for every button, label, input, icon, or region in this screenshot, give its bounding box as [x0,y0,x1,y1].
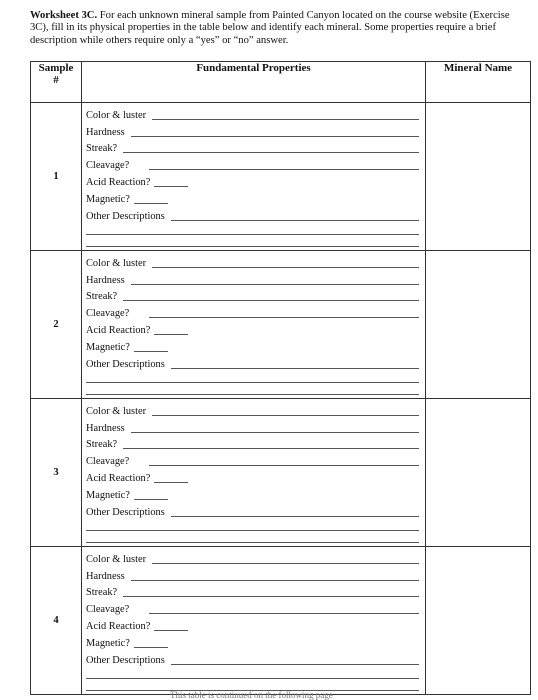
answer-line-cleavage[interactable] [149,612,419,614]
property-label-other: Other Descriptions [86,506,165,518]
mineral-name-cell[interactable] [426,399,531,547]
answer-line-acid[interactable] [154,333,188,335]
property-label-color: Color & luster [86,257,147,269]
property-row-cleavage [86,155,423,172]
answer-line-extra[interactable] [86,223,419,235]
property-label-acid: Acid Reaction? [86,472,151,484]
property-label-magnetic: Magnetic? [86,341,130,353]
property-row-streak [86,583,423,600]
property-row-acid [86,616,423,633]
property-row-cleavage [86,303,423,320]
answer-line-color[interactable] [152,562,419,564]
property-row-magnetic [86,485,423,502]
worksheet-title: Worksheet 3C. [30,10,98,21]
property-row-magnetic [86,189,423,206]
property-label-magnetic: Magnetic? [86,637,130,649]
property-row-color [86,105,423,122]
mineral-name-cell[interactable] [426,103,531,251]
property-row-color [86,401,423,418]
answer-line-extra[interactable] [86,531,419,543]
header-sample-hash: # [53,74,59,86]
property-label-acid: Acid Reaction? [86,324,151,336]
property-label-hardness: Hardness [86,126,125,138]
answer-line-magnetic[interactable] [134,202,168,204]
property-label-color: Color & luster [86,109,147,121]
sample-number: 4 [31,547,82,695]
header-sample [31,62,82,103]
sample-number: 3 [31,399,82,547]
answer-line-magnetic[interactable] [134,646,168,648]
sample-row [31,547,531,695]
answer-line-other[interactable] [171,515,419,517]
property-row-hardness [86,566,423,583]
property-row-hardness [86,122,423,139]
property-label-magnetic: Magnetic? [86,489,130,501]
property-label-other: Other Descriptions [86,358,165,370]
answer-line-color[interactable] [152,118,419,120]
sample-properties-cell [82,251,426,399]
property-label-acid: Acid Reaction? [86,176,151,188]
property-label-magnetic: Magnetic? [86,193,130,205]
property-label-other: Other Descriptions [86,210,165,222]
answer-line-other[interactable] [171,663,419,665]
property-label-cleavage: Cleavage? [86,308,130,320]
sample-properties-cell [82,399,426,547]
property-label-streak: Streak? [86,439,118,451]
answer-line-cleavage[interactable] [149,316,419,318]
answer-line-extra[interactable] [86,519,419,531]
property-row-magnetic [86,633,423,650]
property-label-cleavage: Cleavage? [86,604,130,616]
property-label-hardness: Hardness [86,274,125,286]
property-row-cleavage [86,599,423,616]
answer-line-extra[interactable] [86,371,419,383]
answer-line-other[interactable] [171,219,419,221]
answer-line-extra[interactable] [86,383,419,395]
header-mineral-name: Mineral Name [426,62,531,103]
answer-line-acid[interactable] [154,629,188,631]
property-label-color: Color & luster [86,405,147,417]
property-row-hardness [86,270,423,287]
property-row-other [86,650,423,667]
worksheet-intro [30,10,530,47]
mineral-name-cell[interactable] [426,547,531,695]
property-row-color [86,253,423,270]
property-row-color [86,549,423,566]
property-label-streak: Streak? [86,587,118,599]
answer-line-streak[interactable] [123,299,419,301]
property-label-cleavage: Cleavage? [86,456,130,468]
property-row-acid [86,468,423,485]
answer-line-hardness[interactable] [131,431,419,433]
answer-line-hardness[interactable] [131,283,419,285]
sample-row [31,103,531,251]
answer-line-extra[interactable] [86,679,419,691]
property-row-acid [86,320,423,337]
property-label-cleavage: Cleavage? [86,160,130,172]
property-label-acid: Acid Reaction? [86,620,151,632]
property-label-streak: Streak? [86,143,118,155]
answer-line-streak[interactable] [123,151,419,153]
answer-line-magnetic[interactable] [134,350,168,352]
answer-line-streak[interactable] [123,595,419,597]
answer-line-hardness[interactable] [131,579,419,581]
answer-line-cleavage[interactable] [149,464,419,466]
answer-line-magnetic[interactable] [134,498,168,500]
property-label-streak: Streak? [86,291,118,303]
answer-line-cleavage[interactable] [149,168,419,170]
answer-line-color[interactable] [152,414,419,416]
header-sample-label: Sample [38,62,74,74]
answer-line-streak[interactable] [123,447,419,449]
mineral-name-cell[interactable] [426,251,531,399]
worksheet-instructions: For each unknown mineral sample from Painted Canyon located on the course website (Exercise 3C), fill in its physical properties in the table below and identify each mineral. Some properties require a brief description while others require only a “yes” or “no” answer. [30,10,510,46]
property-row-hardness [86,418,423,435]
page-footer-cut: This table is continued on the following page [170,690,333,700]
table-header-row [31,62,531,103]
property-row-other [86,502,423,519]
property-row-other [86,206,423,223]
sample-row [31,251,531,399]
answer-line-color[interactable] [152,266,419,268]
answer-line-extra[interactable] [86,235,419,247]
property-row-other [86,354,423,371]
properties-table [30,61,531,695]
property-label-hardness: Hardness [86,422,125,434]
property-row-streak [86,139,423,156]
property-row-cleavage [86,451,423,468]
sample-properties-cell [82,103,426,251]
property-row-magnetic [86,337,423,354]
answer-line-other[interactable] [171,367,419,369]
answer-line-extra[interactable] [86,667,419,679]
answer-line-acid[interactable] [154,185,188,187]
answer-line-acid[interactable] [154,481,188,483]
header-fundamental-properties: Fundamental Properties [82,62,426,103]
property-row-streak [86,287,423,304]
sample-properties-cell [82,547,426,695]
sample-number: 2 [31,251,82,399]
sample-number: 1 [31,103,82,251]
property-label-other: Other Descriptions [86,654,165,666]
answer-line-hardness[interactable] [131,135,419,137]
sample-row [31,399,531,547]
property-row-streak [86,435,423,452]
property-label-hardness: Hardness [86,570,125,582]
property-row-acid [86,172,423,189]
property-label-color: Color & luster [86,553,147,565]
